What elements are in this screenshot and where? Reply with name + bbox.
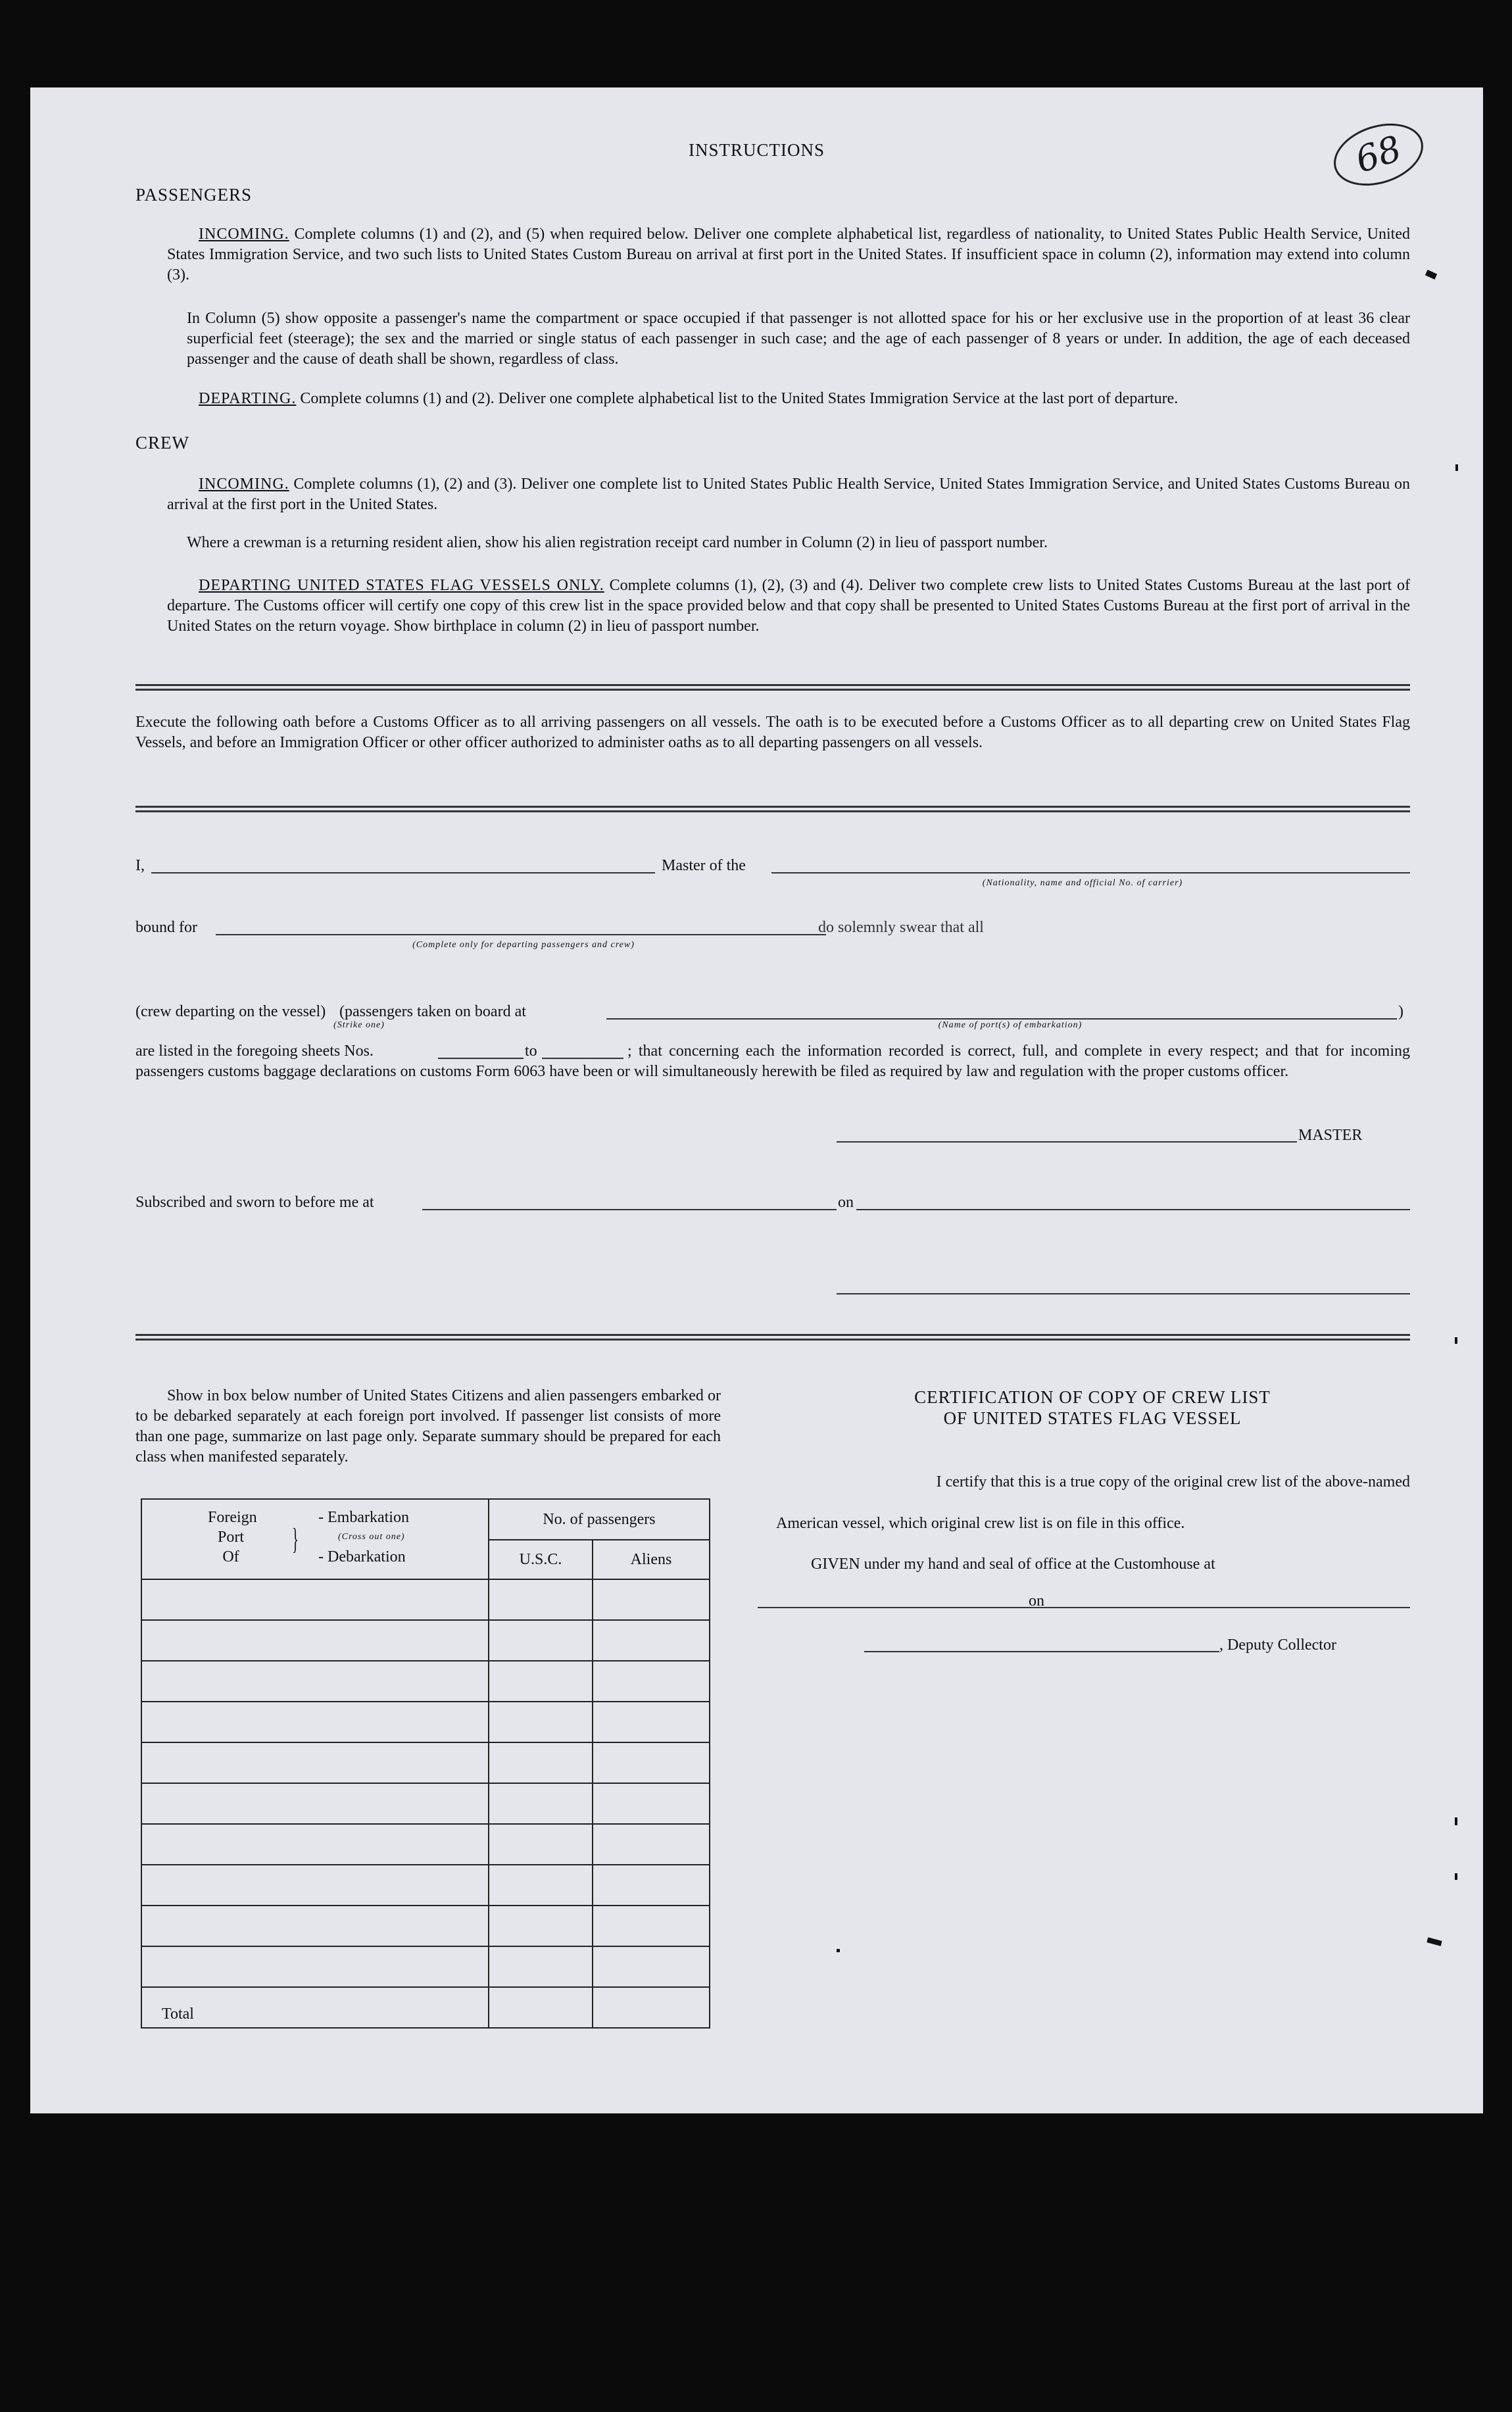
- listed-in-label: are listed in the foregoing sheets Nos.: [135, 1043, 374, 1060]
- port-cell[interactable]: [141, 1824, 489, 1865]
- usc-cell[interactable]: [489, 1661, 593, 1702]
- bound-for-caption: (Complete only for departing passengers and crew): [412, 940, 635, 950]
- aliens-cell[interactable]: [593, 1783, 710, 1824]
- scan-speck: [837, 1949, 840, 1952]
- aliens-header: Aliens: [593, 1540, 710, 1579]
- aliens-cell[interactable]: [593, 1661, 710, 1702]
- port-cell[interactable]: [141, 1661, 489, 1702]
- certification-date-field[interactable]: [1047, 1607, 1410, 1608]
- crew-heading: CREW: [135, 433, 189, 453]
- table-row: [141, 1620, 710, 1661]
- oath-instructions: Execute the following oath before a Customs Officer as to all arriving passengers on all vessels. The oath is to be executed before a Customs Officer as to all departing crew on United States Flag Vessels, and before an Immigration Officer or other officer authorized to administer oaths as to all departing passengers on all vessels.: [135, 714, 1410, 751]
- certification-heading-line1: CERTIFICATION OF COPY OF CREW LIST: [914, 1387, 1271, 1407]
- passengers-heading: PASSENGERS: [135, 185, 253, 205]
- close-paren: ): [1398, 1003, 1403, 1020]
- table-row: [141, 1579, 710, 1620]
- usc-cell[interactable]: [489, 1865, 593, 1906]
- given-text: GIVEN under my hand and seal of office at the Customhouse at: [811, 1556, 1215, 1573]
- section-divider: [135, 684, 1410, 691]
- subscribed-label: Subscribed and sworn to before me at: [135, 1194, 374, 1211]
- scan-speck: [1425, 270, 1437, 280]
- master-of-the-label: Master of the: [662, 857, 746, 874]
- do-swear-label: do solemnly swear that all: [818, 919, 984, 936]
- passengers-incoming-text: Complete columns (1) and (2), and (5) when required below. Deliver one complete alphabetical list, regardless of nationality, to United States Public Health Service, United States Immigration Service, and two such lists to United States Custom Bureau on arrival at first port in the United States. If insufficient space in column (2), information may extend into column (3).: [167, 226, 1410, 283]
- port-cell[interactable]: [141, 1702, 489, 1742]
- crew-incoming-label: INCOMING.: [199, 476, 289, 493]
- foreign-port-header: [141, 1499, 489, 1579]
- crew-departing-text: Complete columns (1), (2), (3) and (4). Deliver two complete crew lists to United States Customs Bureau at the last port of departure. The Customs officer will certify one copy of this crew list in the space provided below and that copy shall be presented to United States Customs Bureau at the first port of arrival in the United States on the return voyage. Show birthplace in column (2) in lieu of passport number.: [167, 577, 1410, 635]
- usc-cell[interactable]: [489, 1742, 593, 1783]
- master-signature-field[interactable]: [837, 1141, 1297, 1143]
- bound-for-label: bound for: [135, 919, 197, 936]
- table-row: [141, 1742, 710, 1783]
- scan-speck: [1455, 1817, 1457, 1825]
- folio-number-stamp: 68: [1326, 113, 1431, 197]
- master-name-field[interactable]: [151, 872, 655, 874]
- crew-incoming-text: Complete columns (1), (2) and (3). Deliver one complete list to United States Public Health Service, United States Immigration Service, and United States Customs Bureau on arrival at the first port in the United States.: [167, 476, 1410, 513]
- column5-paragraph: In Column (5) show opposite a passenger's name the compartment or space occupied if that passenger is not allotted space for his or her exclusive use in the proportion of at least 36 clear superficial feet (steerage); the sex and the married or single status of each passenger in such case; and the age of each passenger of 8 years or under. In addition, the age of each deceased passenger and the cause of death shall be shown, regardless of class.: [187, 310, 1410, 368]
- scan-speck: [1455, 1337, 1457, 1344]
- deputy-collector-signature-field[interactable]: [864, 1651, 1219, 1652]
- officer-signature-field[interactable]: [837, 1293, 1410, 1294]
- passenger-summary-table: [141, 1498, 710, 2029]
- sworn-date-field[interactable]: [856, 1209, 1410, 1210]
- total-label: Total: [141, 1987, 489, 2028]
- strike-one-caption: (Strike one): [333, 1020, 385, 1030]
- port-cell[interactable]: [141, 1742, 489, 1783]
- table-row: [141, 1661, 710, 1702]
- brace-glyph: }: [292, 1522, 299, 1556]
- table-row: [141, 1824, 710, 1865]
- master-signature-label: MASTER: [1298, 1127, 1363, 1144]
- cross-out-caption: (Cross out one): [338, 1532, 405, 1542]
- form-sheet: [30, 87, 1483, 2113]
- table-row: [141, 1702, 710, 1742]
- port-cell[interactable]: [141, 1946, 489, 1987]
- scan-speck: [1427, 1937, 1442, 1946]
- passengers-departing-label: DEPARTING.: [199, 390, 297, 407]
- sworn-on-label: on: [838, 1194, 854, 1211]
- scan-speck: [1455, 1873, 1457, 1880]
- usc-cell[interactable]: [489, 1620, 593, 1661]
- american-vessel-text: American vessel, which original crew list is on file in this office.: [776, 1515, 1185, 1532]
- aliens-cell[interactable]: [593, 1742, 710, 1783]
- section-divider: [135, 806, 1410, 812]
- of-label: Of: [222, 1548, 239, 1565]
- port-cell[interactable]: [141, 1783, 489, 1824]
- crew-resident-paragraph: Where a crewman is a returning resident alien, show his alien registration receipt card number in Column (2) in lieu of passport number.: [187, 534, 1048, 551]
- usc-cell[interactable]: [489, 1906, 593, 1946]
- table-row: [141, 1783, 710, 1824]
- port-cell[interactable]: [141, 1865, 489, 1906]
- aliens-cell[interactable]: [593, 1946, 710, 1987]
- crew-incoming-paragraph: [167, 474, 1410, 515]
- certification-heading: [839, 1387, 1346, 1429]
- carrier-caption: (Nationality, name and official No. of carrier): [982, 878, 1183, 888]
- embarkation-option: - Embarkation: [318, 1509, 409, 1526]
- aliens-cell[interactable]: [593, 1579, 710, 1620]
- certification-on-label: on: [1029, 1592, 1044, 1610]
- no-of-passengers-header: No. of passengers: [489, 1499, 710, 1540]
- embarkation-ports-field[interactable]: [606, 1018, 1397, 1020]
- passengers-departing-paragraph: [167, 389, 1410, 409]
- certify-text: I certify that this is a true copy of the original crew list of the above-named: [936, 1473, 1410, 1490]
- passengers-incoming-label: INCOMING.: [199, 226, 289, 243]
- aliens-cell[interactable]: [593, 1824, 710, 1865]
- debarkation-option: - Debarkation: [318, 1548, 406, 1565]
- total-row: [141, 1987, 710, 2028]
- table-row: [141, 1906, 710, 1946]
- port-cell[interactable]: [141, 1620, 489, 1661]
- oath-i-label: I,: [135, 857, 145, 874]
- usc-cell[interactable]: [489, 1946, 593, 1987]
- passengers-taken-option: (passengers taken on board at: [339, 1003, 526, 1020]
- table-row: [141, 1865, 710, 1906]
- passenger-summary-table-wrap: [141, 1498, 710, 2029]
- ports-caption: (Name of port(s) of embarkation): [938, 1020, 1083, 1030]
- usc-cell[interactable]: [489, 1783, 593, 1824]
- passengers-incoming-paragraph: [167, 224, 1410, 285]
- carrier-field[interactable]: [771, 872, 1410, 874]
- page-title: INSTRUCTIONS: [688, 140, 825, 160]
- aliens-cell[interactable]: [593, 1906, 710, 1946]
- aliens-cell[interactable]: [593, 1865, 710, 1906]
- customhouse-field[interactable]: [758, 1607, 1059, 1608]
- usc-header: U.S.C.: [489, 1540, 593, 1579]
- usc-cell[interactable]: [489, 1702, 593, 1742]
- aliens-total-cell[interactable]: [593, 1987, 710, 2028]
- aliens-cell[interactable]: [593, 1620, 710, 1661]
- to-label: to: [525, 1043, 537, 1060]
- sworn-place-field[interactable]: [422, 1209, 837, 1210]
- port-cell[interactable]: [141, 1579, 489, 1620]
- deputy-collector-label: , Deputy Collector: [1219, 1637, 1336, 1654]
- port-cell[interactable]: [141, 1906, 489, 1946]
- summary-instructions: Show in box below number of United States Citizens and alien passengers embarked or to be debarked separately at each foreign port involved. If passenger list consists of more than one page, summarize on last page only. Separate summary should be prepared for each class when manifested separately.: [135, 1387, 721, 1465]
- usc-total-cell[interactable]: [489, 1987, 593, 2028]
- aliens-cell[interactable]: [593, 1702, 710, 1742]
- foreign-label: Foreign: [208, 1509, 257, 1526]
- bound-for-field[interactable]: [216, 934, 826, 935]
- table-row: [141, 1946, 710, 1987]
- certification-heading-line2: OF UNITED STATES FLAG VESSEL: [943, 1408, 1242, 1428]
- section-divider: [135, 1334, 1410, 1341]
- crew-departing-label: DEPARTING UNITED STATES FLAG VESSELS ONLY.: [199, 577, 604, 594]
- crew-departing-option: (crew departing on the vessel): [135, 1003, 326, 1020]
- usc-cell[interactable]: [489, 1824, 593, 1865]
- port-label: Port: [217, 1529, 244, 1546]
- usc-cell[interactable]: [489, 1579, 593, 1620]
- scan-speck: [1455, 464, 1458, 471]
- oath-statement: ; that concerning each the information recorded is correct, full, and complete in every respect; and that for incoming passengers customs baggage declarations on customs Form 6063 have been or will simultaneously herewith be filed as required by law and regulation with the proper customs officer.: [135, 1043, 1410, 1080]
- passengers-departing-text: Complete columns (1) and (2). Deliver one complete alphabetical list to the United States Immigration Service at the last port of departure.: [296, 390, 1179, 407]
- crew-departing-paragraph: [167, 576, 1410, 637]
